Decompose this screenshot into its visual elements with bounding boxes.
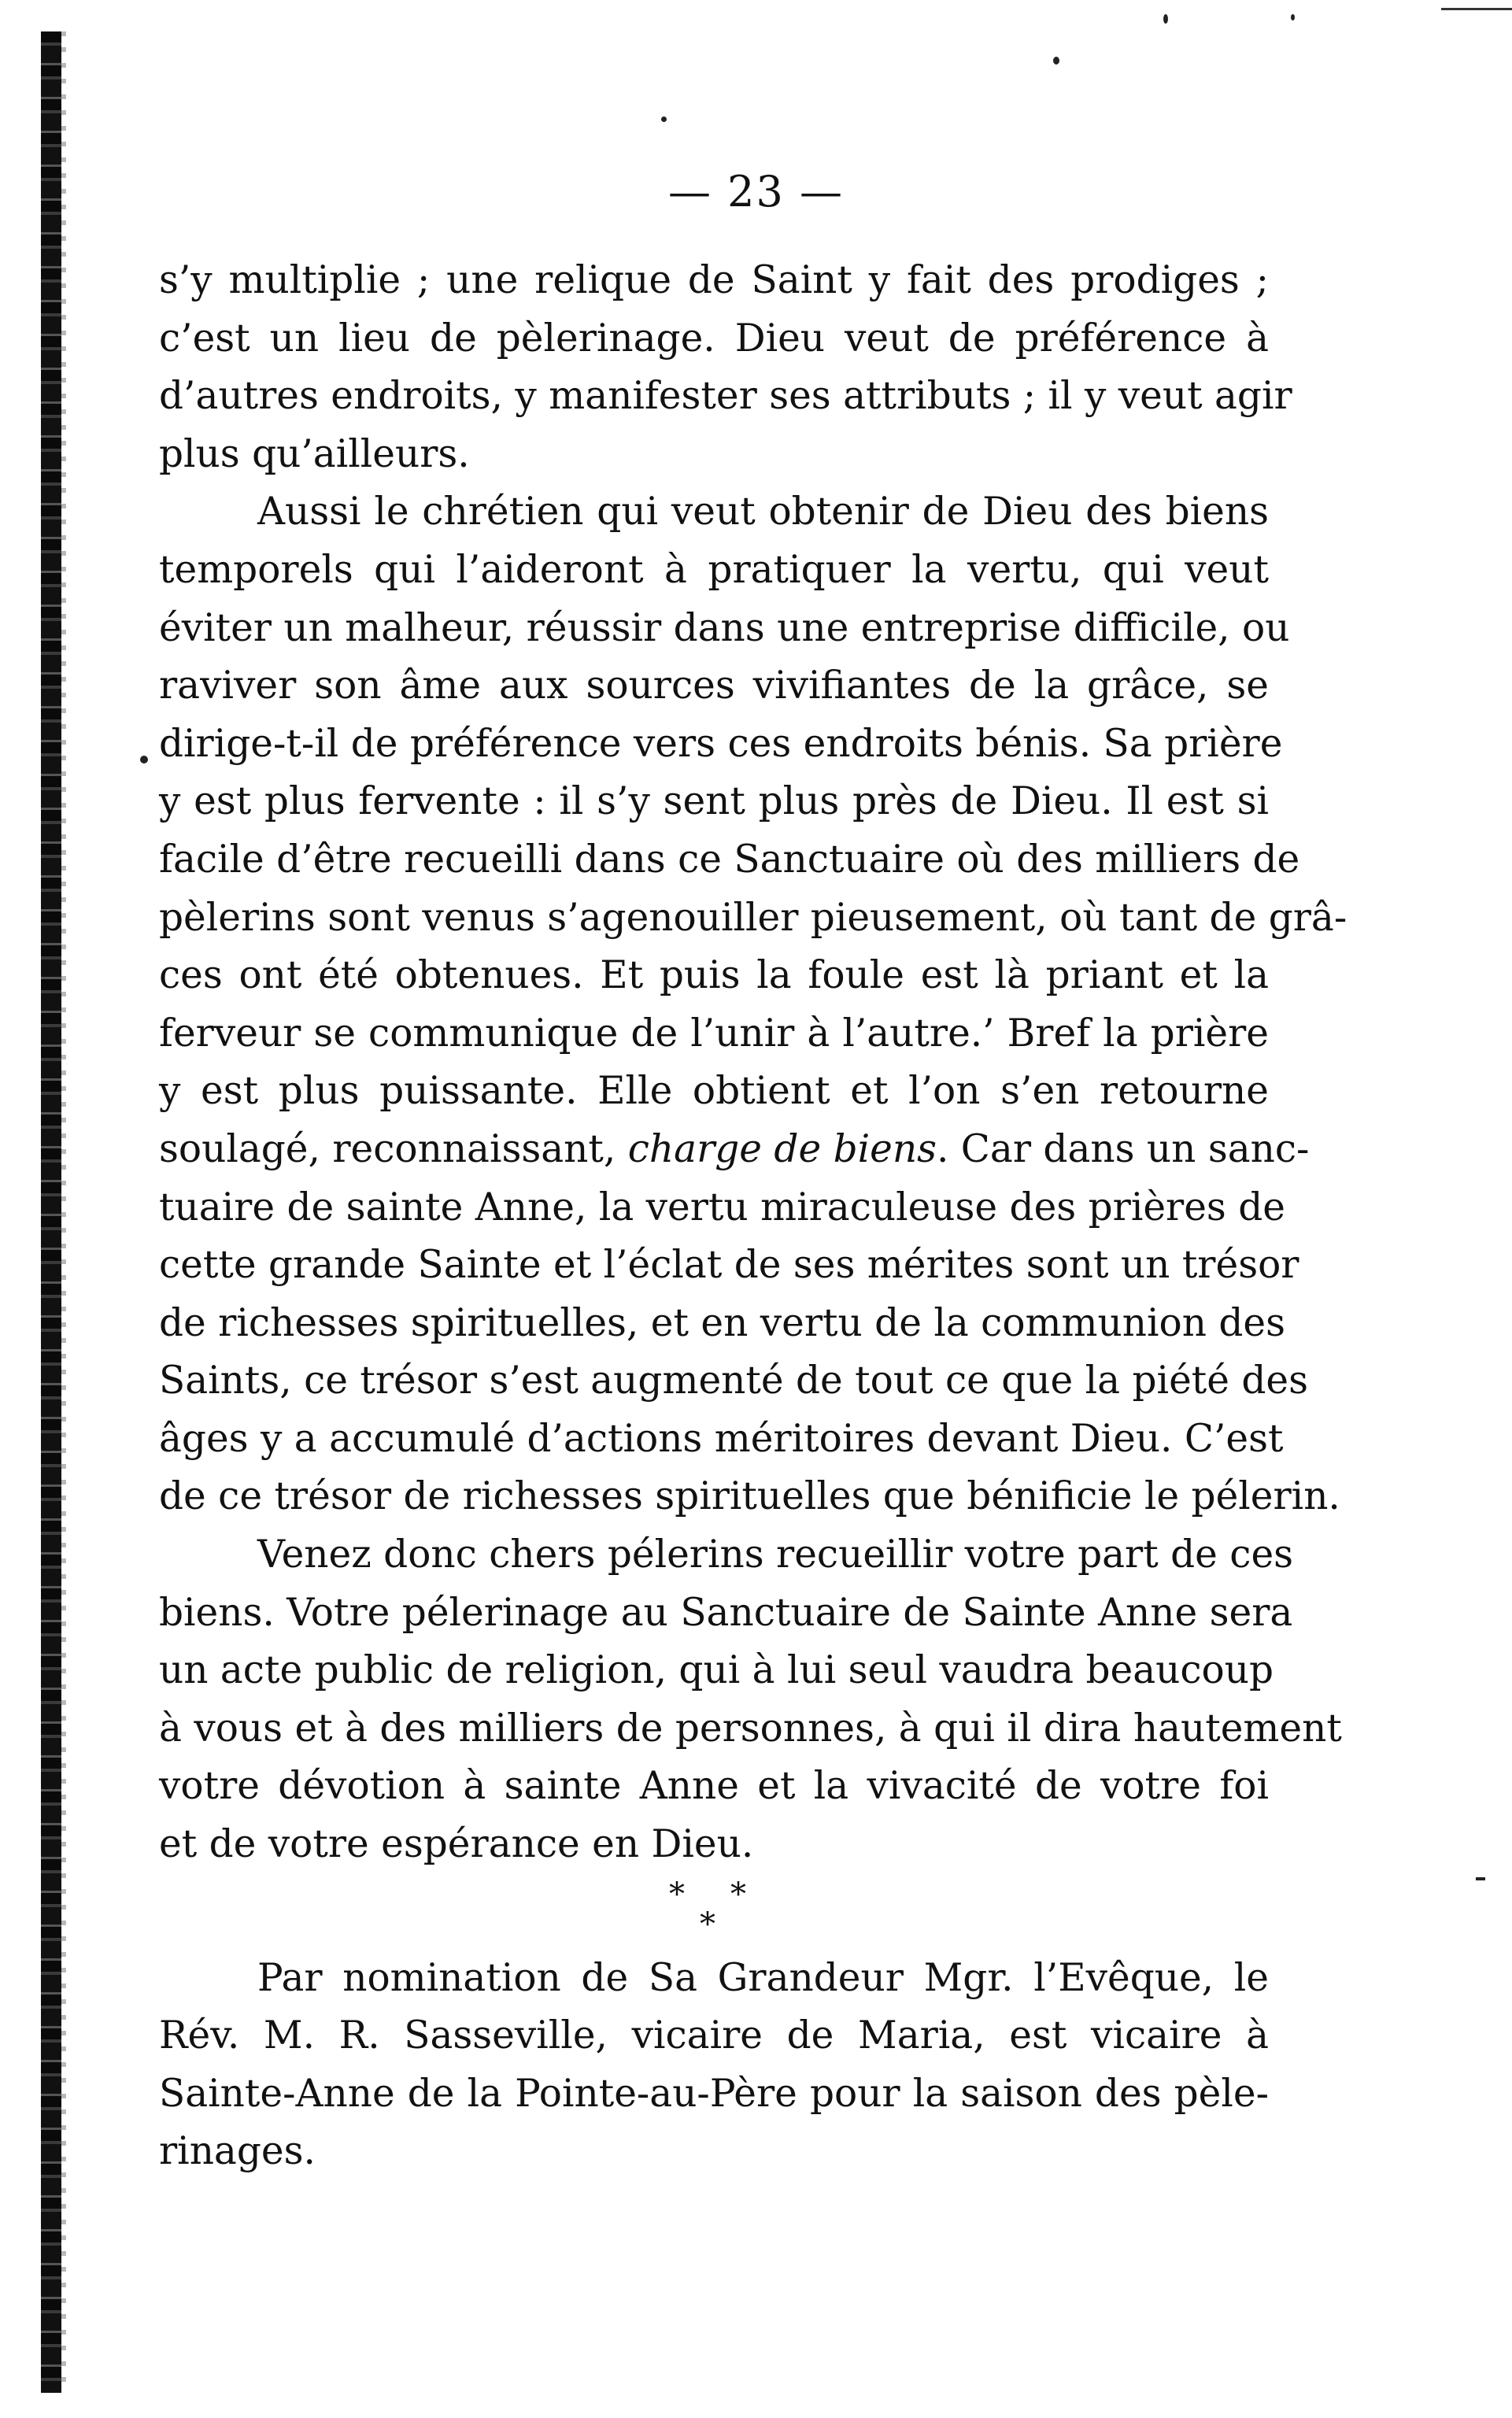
text-line: dirige-t-il de préférence vers ces endroits bénis. Sa prière [159,721,1283,766]
text-line: d’autres endroits, y manifester ses attributs ; il y veut agir [159,374,1292,419]
text-line: s’y multiplie ; une relique de Saint y fait des prodiges ; [159,258,1269,302]
text-line [159,1121,1310,1179]
asterism-star: * [700,1906,715,1943]
text-line: Saints, ce trésor s’est augmenté de tout ce que la piété des [159,1359,1309,1403]
text-line: Sainte-Anne de la Pointe-au-Père pour la saison des pèle- [159,2071,1269,2116]
text-line: pèlerins sont venus s’agenouiller pieusement, où tant de grâ- [159,895,1347,940]
text-line: de richesses spirituelles, et en vertu de la communion des [159,1300,1285,1345]
text-line: Aussi le chrétien qui veut obtenir de Dieu des biens [257,490,1269,534]
body-text [159,252,1347,2181]
text-line: ces ont été obtenues. Et puis la foule est là priant et la [159,953,1269,998]
text-line: éviter un malheur, réussir dans une entreprise difficile, ou [159,605,1290,650]
text-line: y est plus fervente : il s’y sent plus près de Dieu. Il est si [159,779,1269,824]
binding-edge-highlight [61,31,66,2393]
text-line: Par nomination de Sa Grandeur Mgr. l’Evêque, le [257,1955,1269,2000]
text-line: c’est un lieu de pèlerinage. Dieu veut de préférence à [159,316,1269,360]
scan-speck [1476,1877,1485,1880]
text-run: soulagé, reconnaissant, [159,1126,628,1171]
text-line: raviver son âme aux sources vivifiantes de la grâce, se [159,664,1269,708]
text-line: votre dévotion à sainte Anne et la vivacité de votre foi [159,1764,1269,1809]
text-line: ferveur se communique de l’unir à l’autre.’ Bref la prière [159,1011,1269,1056]
text-line: facile d’être recueilli dans ce Sanctuaire où des milliers de [159,837,1300,882]
asterism-divider [159,1874,1269,1950]
text-line: à vous et à des milliers de personnes, à qui il dira hautement [159,1706,1342,1751]
text-line: et de votre espérance en Dieu. [159,1822,754,1867]
text-line: temporels qui l’aideront à pratiquer la vertu, qui veut [159,547,1269,592]
scan-speck [1163,14,1168,24]
asterism-star: * [730,1876,746,1913]
text-line: plus qu’ailleurs. [159,431,470,476]
margin-dot [140,756,148,763]
paragraph [159,483,1347,1526]
text-line: Venez donc chers pélerins recueillir votre part de ces [257,1533,1294,1577]
paragraph [159,1526,1342,1874]
page-number: — 23 — [667,167,845,216]
text-line: de ce trésor de richesses spirituelles que bénificie le pélerin. [159,1474,1340,1519]
text-line: biens. Votre pélerinage au Sanctuaire de Sainte Anne sera [159,1590,1293,1635]
text-line: tuaire de sainte Anne, la vertu miraculeuse des prières de [159,1185,1285,1229]
appointment-notice [159,1950,1269,2181]
asterism-star: * [669,1876,685,1913]
text-line: y est plus puissante. Elle obtient et l’on s’en retourne [159,1069,1269,1114]
text-line: Rév. M. R. Sasseville, vicaire de Maria, est vicaire à [159,2013,1269,2058]
paragraph [159,252,1292,483]
scan-speck [1053,57,1059,65]
text-line: âges y a accumulé d’actions méritoires devant Dieu. C’est [159,1416,1284,1461]
text-line: cette grande Sainte et l’éclat de ses mérites sont un trésor [159,1243,1299,1288]
scan-speck [661,116,667,122]
scan-edge-mark [1441,8,1512,10]
italic-phrase: charge de biens [627,1126,937,1171]
text-run: . Car dans un sanc- [936,1126,1310,1171]
text-line: rinages. [159,2129,316,2174]
text-line: un acte public de religion, qui à lui seul vaudra beaucoup [159,1648,1274,1693]
binding-edge-shadow [41,31,61,2393]
scan-speck [1291,14,1295,20]
